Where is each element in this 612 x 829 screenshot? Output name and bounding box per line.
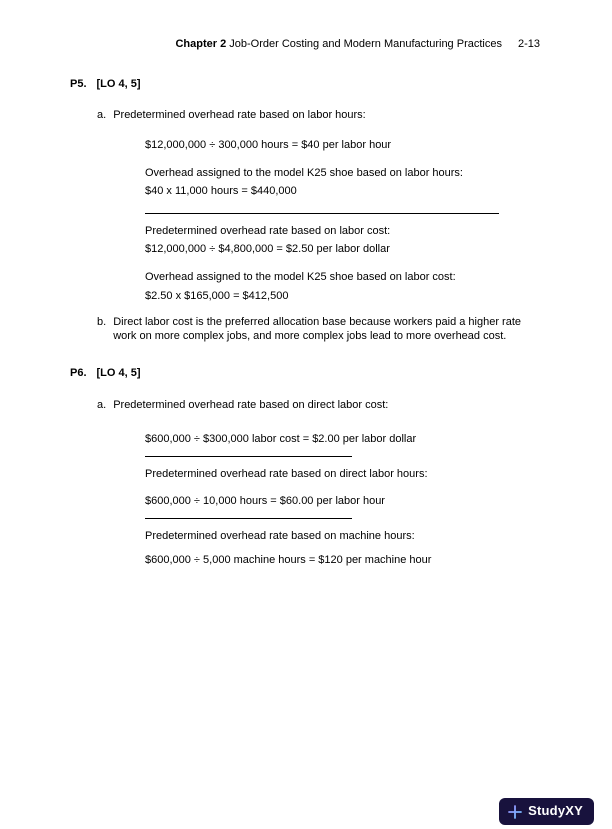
calc-line: $12,000,000 ÷ $4,800,000 = $2.50 per labor dollar — [145, 243, 390, 256]
calc-underline — [145, 518, 352, 519]
calc-underline — [145, 213, 499, 214]
calc-heading: Overhead assigned to the model K25 shoe based on labor cost: — [145, 271, 456, 284]
calc-heading: Overhead assigned to the model K25 shoe based on labor hours: — [145, 167, 463, 180]
learning-objectives: [LO 4, 5] — [96, 366, 141, 379]
page-number: 2-13 — [517, 38, 540, 50]
part-intro: Predetermined overhead rate based on direct labor cost: — [113, 398, 389, 411]
studyxy-logo — [499, 798, 594, 825]
p5-part-a — [97, 108, 612, 122]
calc-line: $600,000 ÷ 5,000 machine hours = $120 per machine hour — [145, 554, 432, 567]
calc-underline — [145, 456, 352, 457]
problem-number: P5. — [70, 78, 87, 91]
chapter-label: Chapter 2 — [175, 38, 227, 50]
learning-objectives: [LO 4, 5] — [96, 78, 141, 91]
page-body — [70, 77, 612, 567]
calc-heading: Predetermined overhead rate based on direct labor hours: — [145, 468, 428, 481]
calc-line: $600,000 ÷ $300,000 labor cost = $2.00 per labor dollar — [145, 433, 417, 446]
part-label: a. — [97, 398, 107, 411]
p6-calculations — [145, 432, 612, 567]
plus-icon — [508, 805, 522, 819]
part-label: b. — [97, 315, 107, 328]
running-head — [175, 37, 502, 51]
p5-part-b — [97, 315, 612, 344]
problem-p6-heading — [70, 366, 612, 380]
calc-line: $2.50 x $165,000 = $412,500 — [145, 289, 289, 302]
document-page — [0, 37, 612, 819]
calc-line: $40 x 11,000 hours = $440,000 — [145, 185, 297, 198]
part-intro: Predetermined overhead rate based on labor hours: — [113, 108, 366, 121]
calc-heading: Predetermined overhead rate based on labor cost: — [145, 224, 391, 237]
calc-line: $600,000 ÷ 10,000 hours = $60.00 per labor hour — [145, 494, 385, 507]
calc-line: $12,000,000 ÷ 300,000 hours = $40 per labor hour — [145, 138, 392, 151]
p5-calculations — [145, 138, 612, 303]
part-answer: Direct labor cost is the preferred allocation base because workers paid a higher rate work on more complex jobs, and more complex jobs lead to more overhead cost. — [113, 315, 522, 343]
problem-number: P6. — [70, 366, 87, 379]
brand-name: StudyXY — [528, 803, 583, 819]
page-header — [0, 37, 540, 51]
part-label: a. — [97, 108, 107, 121]
p6-part-a — [97, 398, 612, 412]
problem-p5-heading — [70, 77, 612, 91]
calc-heading: Predetermined overhead rate based on machine hours: — [145, 530, 415, 543]
chapter-title: Job-Order Costing and Modern Manufacturing Practices — [229, 38, 502, 50]
